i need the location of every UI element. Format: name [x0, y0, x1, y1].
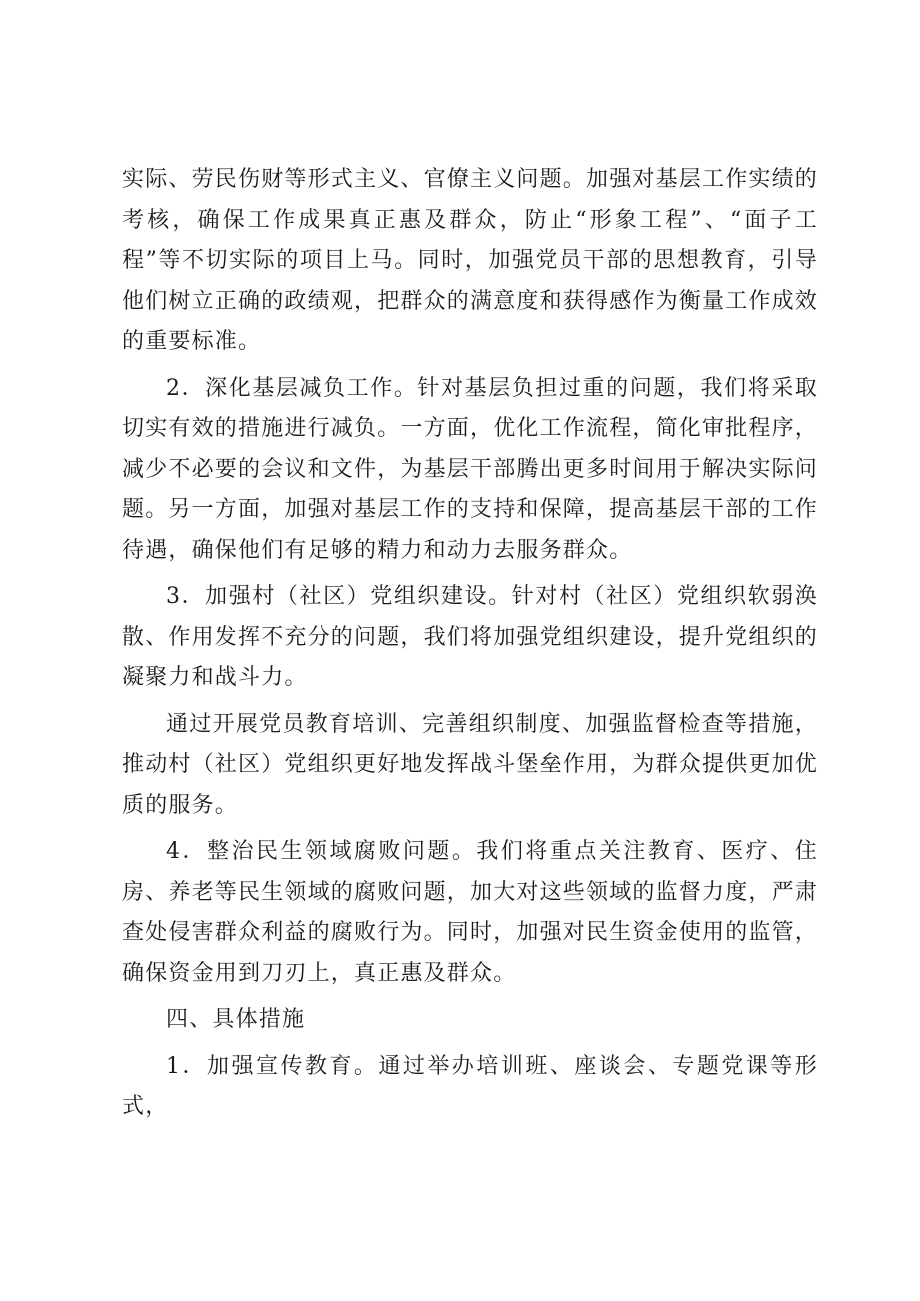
- paragraph-item-3-detail: 通过开展党员教育培训、完善组织制度、加强监督检查等措施，推动村（社区）党组织更好地发挥战斗堡垒作用，为群众提供更加优质的服务。: [122, 711, 819, 818]
- section-heading-4: 四、具体措施: [166, 1007, 306, 1032]
- paragraph-measure-1: 1．加强宣传教育。通过举办培训班、座谈会、专题党课等形式，: [122, 1053, 818, 1119]
- paragraph-item-4: 4．整治民生领域腐败问题。我们将重点关注教育、医疗、住房、养老等民生领域的腐败问题，加大对这些领域的监督力度，严肃查处侵害群众利益的腐败行为。同时，加强对民生资金使用的监管，确保资金用到刀刃上，真正惠及群众。: [122, 839, 819, 986]
- document-body: [122, 160, 818, 1134]
- paragraph-item-2: 2．深化基层减负工作。针对基层负担过重的问题，我们将采取切实有效的措施进行减负。一方面，优化工作流程，简化审批程序，减少不必要的会议和文件，为基层干部腾出更多时间用于解决实际问题。另一方面，加强对基层工作的支持和保障，提高基层干部的工作待遇，确保他们有足够的精力和动力去服务群众。: [122, 375, 819, 563]
- paragraph-item-3: 3．加强村（社区）党组织建设。针对村（社区）党组织软弱涣散、作用发挥不充分的问题，我们将加强党组织建设，提升党组织的凝聚力和战斗力。: [122, 584, 819, 690]
- paragraph-continuation: 实际、劳民伤财等形式主义、官僚主义问题。加强对基层工作实绩的考核，确保工作成果真正惠及群众，防止“形象工程”、“面子工程”等不切实际的项目上马。同时，加强党员干部的思想教育，引导他们树立正确的政绩观，把群众的满意度和获得感作为衡量工作成效的重要标准。: [122, 167, 819, 354]
